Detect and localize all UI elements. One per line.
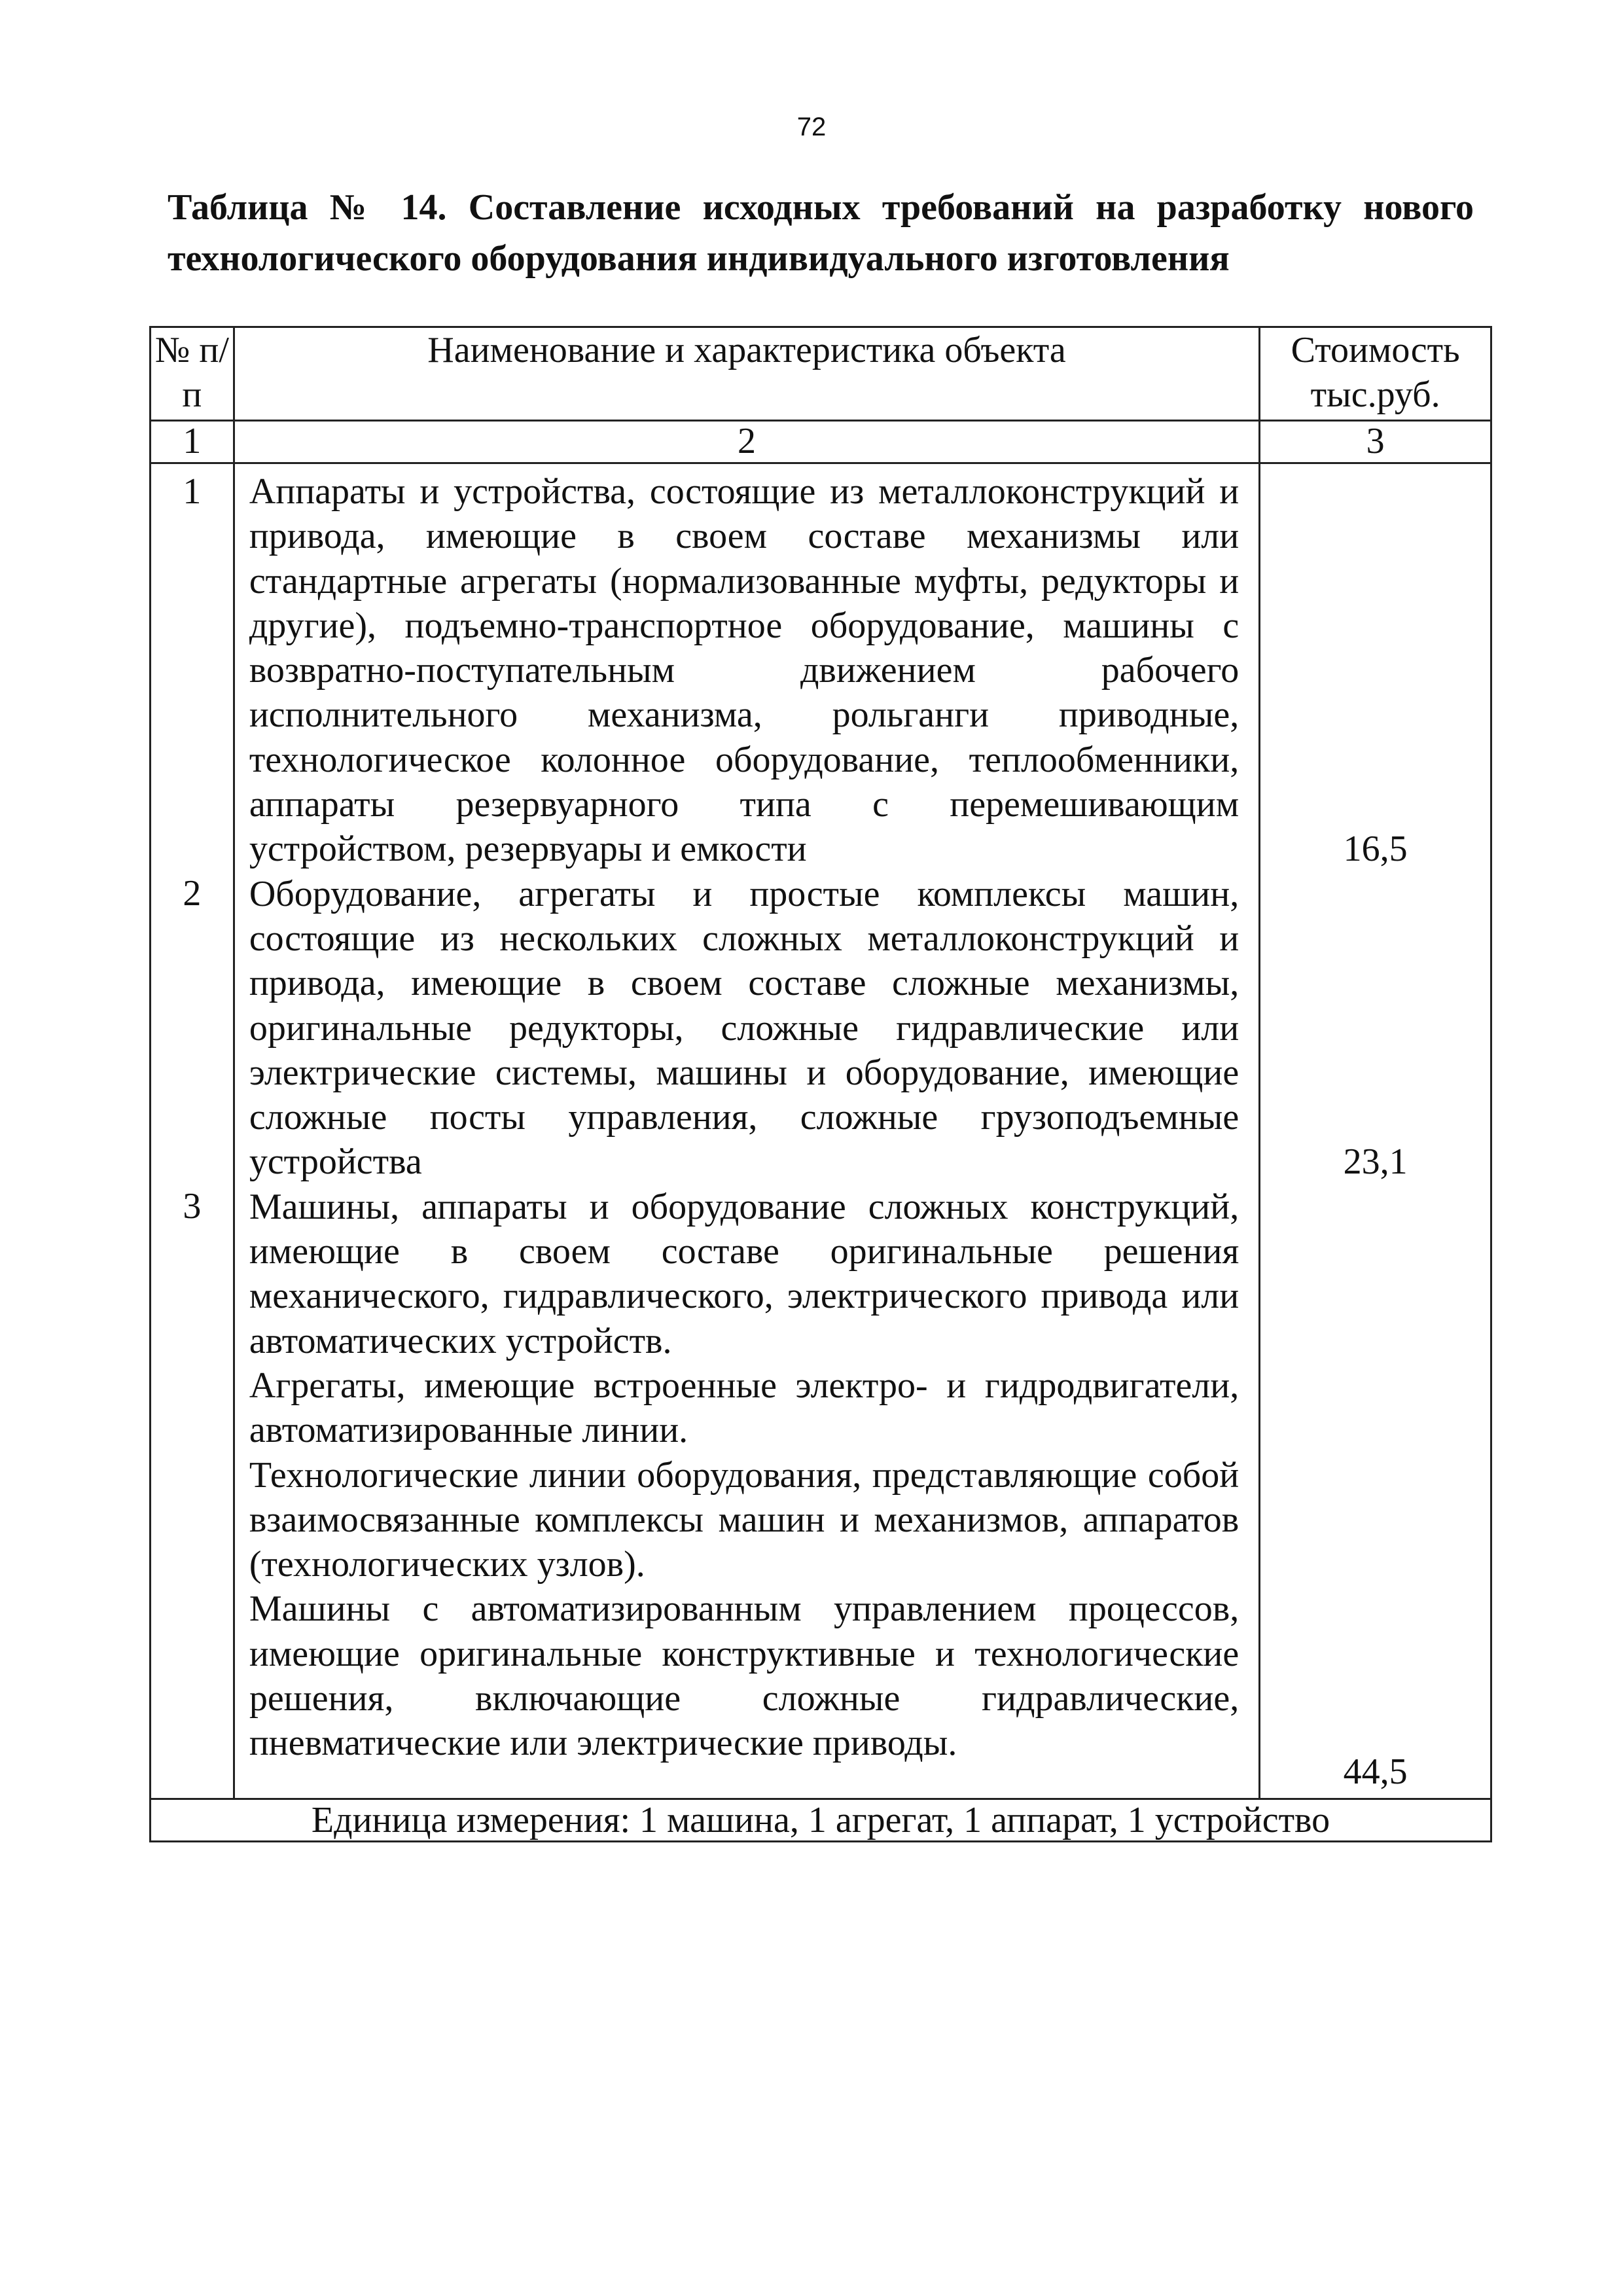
header-cost: Стоимость тыс.руб. xyxy=(1260,327,1491,421)
row-description: Технологические линии оборудования, представляющие собой взаимосвязанные комплексы машин и механизмов, аппаратов (технологических узлов). xyxy=(249,1454,1240,1585)
table-footer-row xyxy=(151,1799,1491,1842)
requirements-table xyxy=(149,326,1492,1842)
row-cost: 23,1 xyxy=(1343,1141,1408,1182)
row-number: 1 xyxy=(183,471,202,512)
row-number: 3 xyxy=(183,1186,202,1227)
row-description: Оборудование, агрегаты и простые комплексы машин, состоящие из нескольких сложных металлоконструкций и привода, имеющие в своем составе сложные механизмы, оригинальные редукторы, сложные гидравлические или электрические системы, машины и оборудование, имеющие сложные посты управления, сложные грузоподъемные устройства xyxy=(249,873,1240,1183)
header-number: № п/п xyxy=(151,327,234,421)
column-number: 2 xyxy=(234,421,1259,463)
descriptions-cell xyxy=(234,463,1259,1799)
column-numbers-row xyxy=(151,421,1491,463)
column-number: 1 xyxy=(151,421,234,463)
column-number: 3 xyxy=(1260,421,1491,463)
row-numbers-cell xyxy=(151,463,234,1799)
row-description: Аппараты и устройства, состоящие из металлоконструкций и привода, имеющие в своем составе механизмы или стандартные агрегаты (нормализованные муфты, редукторы и другие), подъемно-транспортное оборудование, машины с возвратно-поступательным движением рабочего исполнительного механизма, рольганги приводные, технологическое колонное оборудование, теплообменники, аппараты резервуарного типа с перемешивающим устройством, резервуары и емкости xyxy=(249,471,1240,870)
row-number: 2 xyxy=(183,873,202,914)
row-cost: 44,5 xyxy=(1343,1751,1408,1792)
header-name: Наименование и характеристика объекта xyxy=(234,327,1259,421)
row-description: Машины, аппараты и оборудование сложных конструкций, имеющие в своем составе оригинальные решения механического, гидравлического, электрического привода или автоматических устройств. xyxy=(249,1186,1240,1361)
table-title: Таблица № 14. Составление исходных требований на разработку нового технологического оборудования индивидуального изготовления xyxy=(168,187,1474,279)
row-description: Машины с автоматизированным управлением процессов, имеющие оригинальные конструктивные и технологические решения, включающие сложные гидравлические, пневматические или электрические приводы. xyxy=(249,1588,1240,1764)
unit-of-measure: Единица измерения: 1 машина, 1 агрегат, 1 аппарат, 1 устройство xyxy=(151,1799,1491,1842)
costs-cell xyxy=(1260,463,1491,1799)
page-number: 72 xyxy=(796,113,827,141)
table-body-row xyxy=(151,463,1491,1799)
table-header-row xyxy=(151,327,1491,421)
row-cost: 16,5 xyxy=(1343,829,1408,869)
row-description: Агрегаты, имеющие встроенные электро- и гидродвигатели, автоматизированные линии. xyxy=(249,1365,1240,1451)
